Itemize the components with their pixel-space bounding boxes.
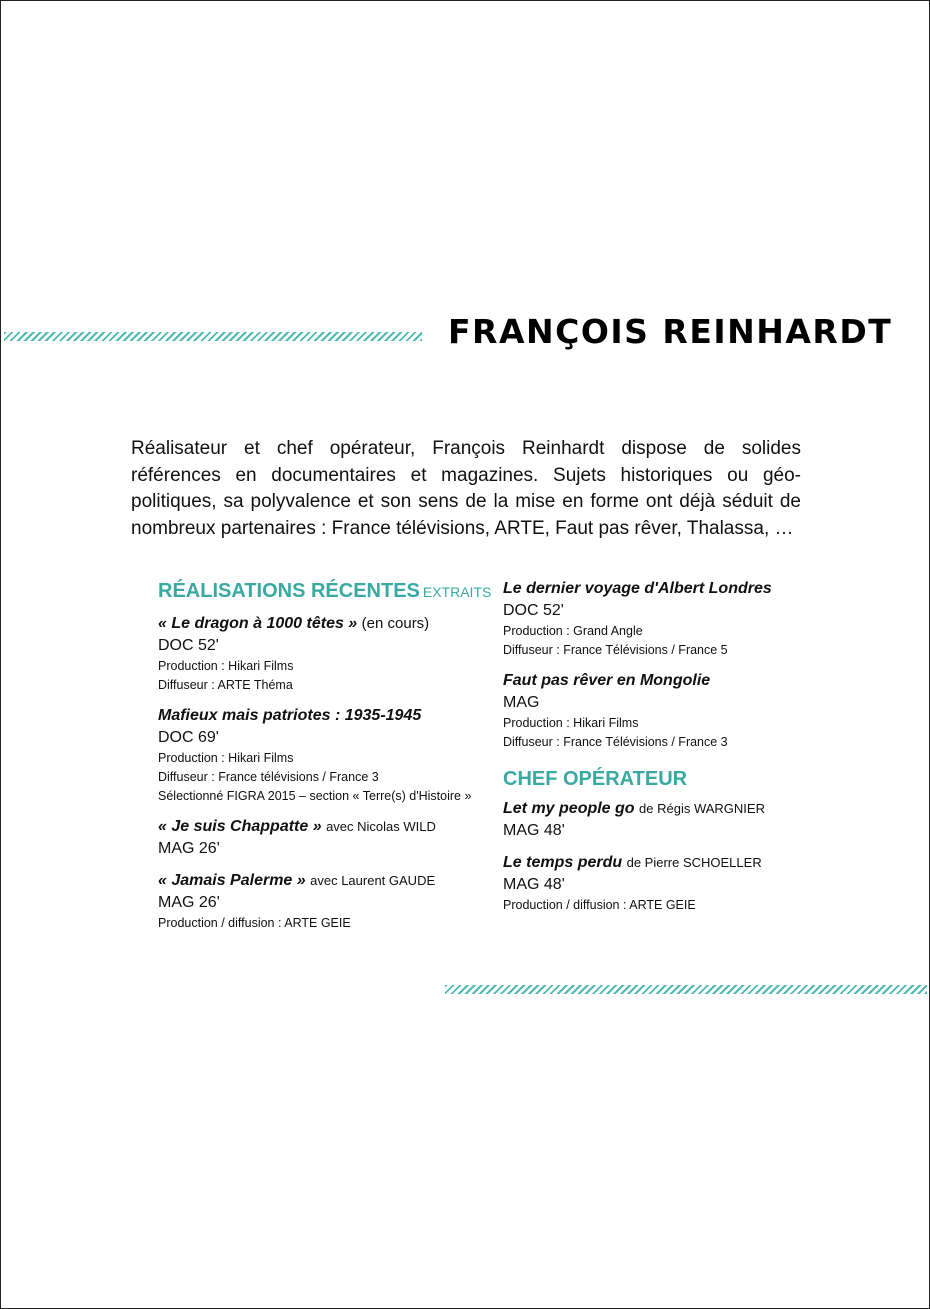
work-entry (503, 798, 833, 842)
work-title: Mafieux mais patriotes : 1935-1945 (158, 707, 422, 724)
work-detail: Production / diffusion : ARTE GEIE (158, 916, 351, 930)
work-title: « Le dragon à 1000 têtes » (158, 615, 358, 632)
work-entry (158, 705, 493, 806)
work-entry (158, 870, 493, 933)
work-title: Faut pas rêver en Mongolie (503, 672, 711, 689)
work-format: MAG 48' (503, 822, 565, 839)
person-name: FRANÇOIS REINHARDT (448, 312, 893, 351)
work-title: « Jamais Palerme » (158, 872, 306, 889)
work-format: MAG 26' (158, 894, 220, 911)
work-format: DOC 69' (158, 729, 219, 746)
chef-operateur-heading: CHEF OPÉRATEUR (503, 768, 688, 790)
realisations-heading (158, 578, 493, 605)
work-title: Let my people go (503, 800, 635, 817)
work-format: MAG 26' (158, 840, 220, 857)
left-column (158, 578, 493, 933)
work-detail: Production : Hikari Films (158, 659, 294, 673)
work-entry (503, 578, 833, 660)
work-detail: Production : Grand Angle (503, 624, 643, 638)
right-column (503, 578, 833, 915)
work-entry (503, 852, 833, 915)
realisations-subtitle: EXTRAITS (422, 584, 492, 600)
work-note: avec Nicolas WILD (326, 819, 436, 834)
work-entry (503, 670, 833, 752)
intro-paragraph: Réalisateur et chef opérateur, François Reinhardt dispose de solides références en documentaires et magazines. Sujets historiques ou géo-politiques, sa polyvalence et son sens de la mise en forme ont déjà séduit de nombreux partenaires : France télévisions, ARTE, Faut pas rêver, Thalassa, … (131, 438, 801, 539)
work-note: (en cours) (361, 615, 430, 632)
realisations-title: RÉALISATIONS RÉCENTES (158, 580, 420, 602)
work-note: de Régis WARGNIER (639, 801, 765, 816)
work-detail: Diffuseur : France Télévisions / France 3 (503, 735, 728, 749)
work-note: de Pierre SCHOELLER (626, 855, 762, 870)
work-detail: Production / diffusion : ARTE GEIE (503, 898, 696, 912)
work-format: DOC 52' (503, 602, 564, 619)
work-detail: Sélectionné FIGRA 2015 – section « Terre(s) d'Histoire » (158, 789, 472, 803)
work-format: MAG 48' (503, 876, 565, 893)
work-format: DOC 52' (158, 637, 219, 654)
work-title: Le dernier voyage d'Albert Londres (503, 580, 772, 597)
work-entry (158, 613, 493, 695)
work-detail: Production : Hikari Films (158, 751, 294, 765)
work-format: MAG (503, 694, 540, 711)
work-note: avec Laurent GAUDE (310, 873, 436, 888)
work-title: Le temps perdu (503, 854, 623, 871)
work-title: « Je suis Chappatte » (158, 818, 322, 835)
work-detail: Diffuseur : France Télévisions / France 5 (503, 643, 728, 657)
work-detail: Diffuseur : France télévisions / France 3 (158, 770, 379, 784)
work-detail: Production : Hikari Films (503, 716, 639, 730)
decorative-hatch-bottom (445, 985, 927, 994)
work-detail: Diffuseur : ARTE Théma (158, 678, 293, 692)
decorative-hatch-top (4, 332, 422, 341)
work-entry (158, 816, 493, 860)
